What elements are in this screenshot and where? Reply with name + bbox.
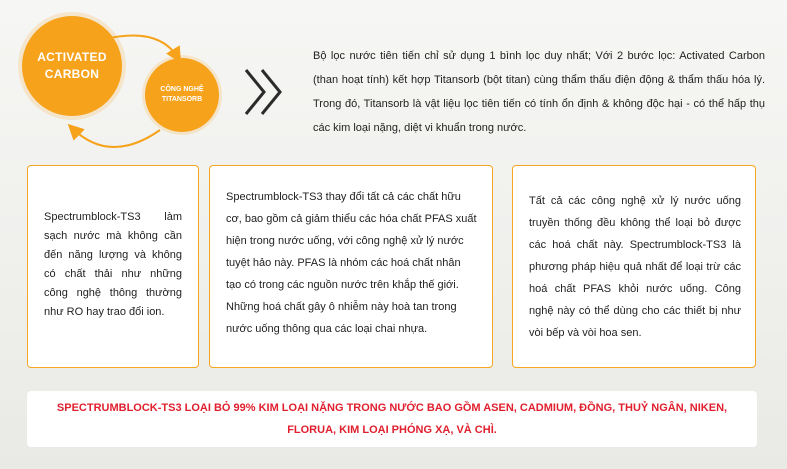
card-3-text: Tất cả các công nghệ xử lý nước uống truyền thống đều không thể loại bỏ được các hoá chất này. Spectrumblock-TS3 là phương pháp hiệu quả nhất để loại trừ các hoá chất PFAS khỏi nước uống. Công nghệ này có thể dùng cho các thiết bị như vòi bếp và vòi hoa sen. xyxy=(529,195,741,339)
small-circle-line2: TITANSORB xyxy=(161,96,203,103)
banner-text: SPECTRUMBLOCK-TS3 LOẠI BỎ 99% KIM LOẠI NẶNG TRONG NƯỚC BAO GỒM ASEN, CADMIUM, ĐỒNG, THUỶ NGÂN, NIKEN, FLORUA, KIM LOẠI PHÓNG XẠ, VÀ CHÌ. xyxy=(56,402,728,436)
big-circle-line1: ACTIVATED xyxy=(37,49,107,64)
activated-carbon-circle xyxy=(22,16,122,116)
heavy-metals-banner xyxy=(27,391,757,447)
big-circle-line2: CARBON xyxy=(44,67,100,81)
info-card-1 xyxy=(27,165,199,368)
card-2-text: Spectrumblock-TS3 thay đổi tất cả các chất hữu cơ, bao gồm cả giảm thiểu các hóa chất PFAS xuất hiện trong nước uống, với công nghệ xử lý nước tuyệt hảo này. PFAS là nhóm các hoá chất nhân tạo có trong các nguồn nước trên khắp thế giới. Những hoá chất gây ô nhiễm này hoà tan trong nước uống thông qua các loại chai nhựa. xyxy=(226,191,477,335)
small-circle-line1: CÔNG NGHỆ xyxy=(160,86,204,94)
titansorb-circle xyxy=(145,58,219,132)
info-card-3 xyxy=(512,165,756,368)
card-1-text: Spectrumblock-TS3 làm sạch nước mà không cần đến năng lượng và không có chất thải như những công nghệ thông thường như RO hay trao đổi ion. xyxy=(44,211,182,318)
double-chevron-right-icon xyxy=(240,62,290,122)
intro-paragraph: Bộ lọc nước tiên tiến chỉ sử dụng 1 bình lọc duy nhất; Với 2 bước lọc: Activated Carbon (than hoạt tính) kết hợp Titansorb (bột titan) cùng thẩm thấu điện động & thẩm thấu hóa lý. Trong đó, Titansorb là vật liệu lọc tiên tiến có tính ổn định & không độc hại - có thể hấp thụ các kim loại nặng, diệt vi khuẩn trong nước. xyxy=(313,50,765,134)
info-card-2 xyxy=(209,165,493,368)
